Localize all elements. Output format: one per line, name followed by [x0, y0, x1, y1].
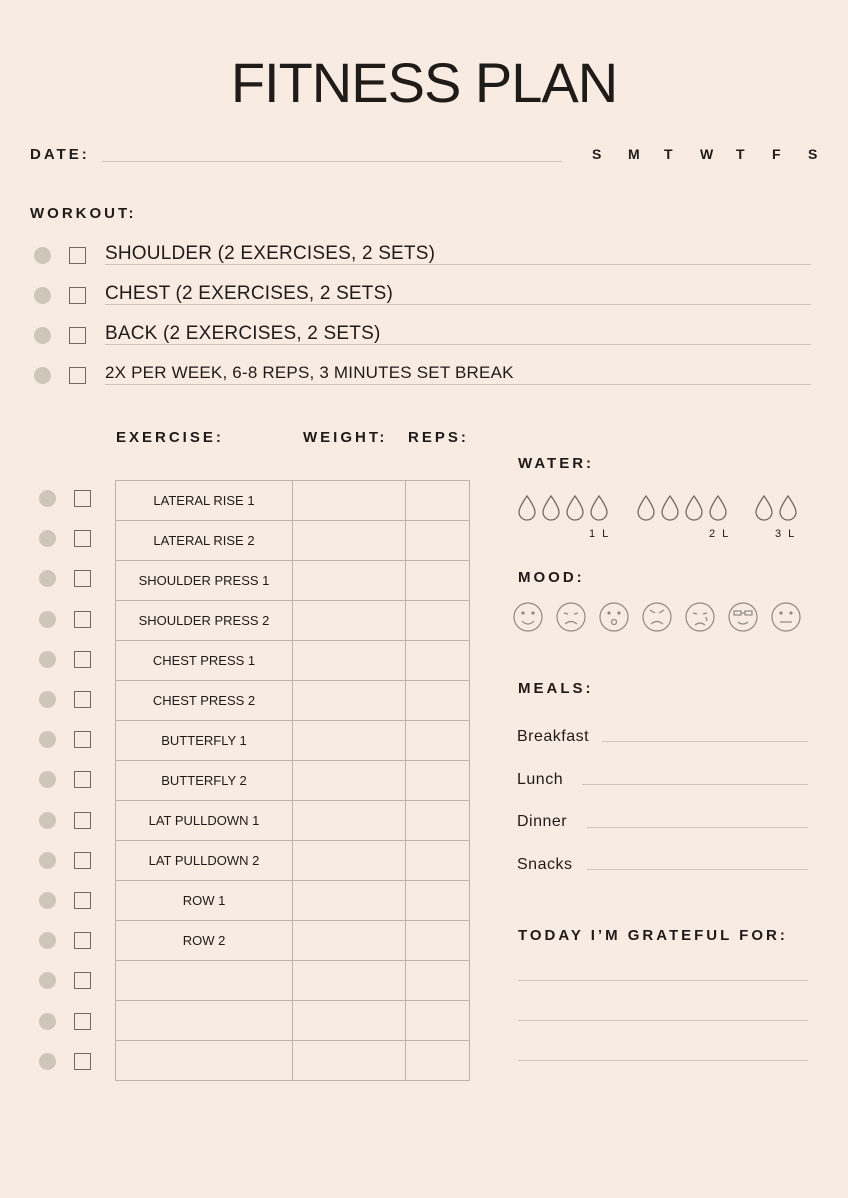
bullet-dot [34, 247, 51, 264]
meal-breakfast-label: Breakfast [517, 728, 590, 745]
water-drop-icon [591, 496, 607, 520]
water-drop-icon [543, 496, 559, 520]
table-row [116, 681, 470, 721]
exercise-name-cell: LATERAL RISE 2 [116, 521, 293, 561]
table-row [116, 761, 470, 801]
mood-label: MOOD: [518, 569, 585, 586]
reps-cell[interactable] [406, 721, 470, 761]
bullet-dot [39, 731, 56, 748]
exercise-header: EXERCISE: [116, 429, 224, 446]
reps-header: REPS: [408, 429, 469, 446]
meal-dinner-label: Dinner [517, 813, 568, 830]
reps-cell[interactable] [406, 1001, 470, 1041]
crying-face-icon [686, 603, 714, 631]
weight-cell[interactable] [293, 721, 406, 761]
weight-header: WEIGHT: [303, 429, 388, 446]
date-label: DATE: [30, 146, 90, 163]
bullet-dot [39, 691, 56, 708]
workout-item: SHOULDER (2 EXERCISES, 2 SETS) [105, 243, 436, 264]
meal-lunch-label: Lunch [517, 771, 564, 788]
exercise-checkbox[interactable] [74, 731, 91, 748]
bullet-dot [39, 651, 56, 668]
weight-cell[interactable] [293, 681, 406, 721]
water-tracker [518, 492, 818, 547]
exercise-checkbox[interactable] [74, 932, 91, 949]
workout-checkbox[interactable] [69, 287, 86, 304]
workout-item: 2X PER WEEK, 6-8 REPS, 3 MINUTES SET BREAK [105, 363, 514, 382]
exercise-name-cell: BUTTERFLY 1 [116, 721, 293, 761]
exercise-name-cell [116, 1001, 293, 1041]
table-row [116, 841, 470, 881]
day-friday[interactable]: F [772, 146, 781, 162]
table-row [116, 521, 470, 561]
reps-cell[interactable] [406, 521, 470, 561]
water-label: WATER: [518, 455, 595, 472]
exercise-checkbox[interactable] [74, 812, 91, 829]
bullet-dot [34, 367, 51, 384]
workout-checkbox[interactable] [69, 327, 86, 344]
exercise-table [115, 480, 470, 1081]
day-wednesday[interactable]: W [700, 146, 714, 162]
bullet-dot [39, 892, 56, 909]
reps-cell[interactable] [406, 881, 470, 921]
workout-line [105, 264, 811, 265]
exercise-name-cell: ROW 1 [116, 881, 293, 921]
table-row [116, 641, 470, 681]
table-row [116, 921, 470, 961]
exercise-name-cell: CHEST PRESS 1 [116, 641, 293, 681]
table-row [116, 481, 470, 521]
water-drop-icon [519, 496, 535, 520]
meal-snacks-label: Snacks [517, 856, 573, 873]
weight-cell[interactable] [293, 561, 406, 601]
bullet-dot [39, 771, 56, 788]
reps-cell[interactable] [406, 801, 470, 841]
reps-cell[interactable] [406, 641, 470, 681]
day-sunday[interactable]: S [592, 146, 602, 162]
page-title: FITNESS PLAN [230, 51, 618, 114]
workout-line [105, 304, 811, 305]
weight-cell[interactable] [293, 841, 406, 881]
day-selector [592, 146, 844, 162]
reps-cell[interactable] [406, 961, 470, 1001]
bullet-dot [39, 530, 56, 547]
table-row [116, 801, 470, 841]
grateful-line-3[interactable] [518, 1060, 808, 1061]
weight-cell[interactable] [293, 481, 406, 521]
day-monday[interactable]: M [628, 146, 640, 162]
reps-cell[interactable] [406, 481, 470, 521]
date-field[interactable] [102, 161, 562, 162]
weight-cell[interactable] [293, 961, 406, 1001]
table-row [116, 881, 470, 921]
meal-lunch-field[interactable] [582, 784, 808, 785]
smile-face-icon [514, 603, 542, 631]
water-drop-icon [710, 496, 726, 520]
water-drop-icon [638, 496, 654, 520]
water-drop-icon [686, 496, 702, 520]
grateful-line-1[interactable] [518, 980, 808, 981]
workout-item: CHEST (2 EXERCISES, 2 SETS) [105, 283, 394, 304]
grateful-line-2[interactable] [518, 1020, 808, 1021]
reps-cell[interactable] [406, 761, 470, 801]
weight-cell[interactable] [293, 1041, 406, 1081]
table-row [116, 961, 470, 1001]
reps-cell[interactable] [406, 921, 470, 961]
exercise-checkbox[interactable] [74, 972, 91, 989]
workout-label: WORKOUT: [30, 205, 137, 222]
water-marker-2l: 2 L [709, 528, 731, 540]
exercise-name-cell [116, 1041, 293, 1081]
weight-cell[interactable] [293, 601, 406, 641]
exercise-name-cell: LAT PULLDOWN 1 [116, 801, 293, 841]
meals-label: MEALS: [518, 680, 594, 697]
exercise-checkbox[interactable] [74, 490, 91, 507]
exercise-checkbox[interactable] [74, 651, 91, 668]
reps-cell[interactable] [406, 1041, 470, 1081]
mood-tracker [512, 600, 812, 641]
bullet-dot [39, 1053, 56, 1070]
angry-face-icon [643, 603, 671, 631]
workout-line [105, 344, 811, 345]
workout-line [105, 384, 811, 385]
bullet-dot [39, 611, 56, 628]
workout-item: BACK (2 EXERCISES, 2 SETS) [105, 323, 381, 344]
exercise-name-cell: LATERAL RISE 1 [116, 481, 293, 521]
water-drop-icon [567, 496, 583, 520]
bullet-dot [39, 490, 56, 507]
reps-cell[interactable] [406, 841, 470, 881]
reps-cell[interactable] [406, 561, 470, 601]
bullet-dot [39, 852, 56, 869]
exercise-name-cell: CHEST PRESS 2 [116, 681, 293, 721]
exercise-checkbox[interactable] [74, 570, 91, 587]
exercise-checkbox[interactable] [74, 852, 91, 869]
exercise-checkbox[interactable] [74, 1053, 91, 1070]
workout-checkbox[interactable] [69, 247, 86, 264]
reps-cell[interactable] [406, 681, 470, 721]
weight-cell[interactable] [293, 1001, 406, 1041]
surprised-face-icon [600, 603, 628, 631]
table-row [116, 1001, 470, 1041]
exercise-checkbox[interactable] [74, 892, 91, 909]
water-drop-icon [756, 496, 772, 520]
exercise-checkbox[interactable] [74, 1013, 91, 1030]
meal-dinner-field[interactable] [587, 827, 808, 828]
bullet-dot [39, 932, 56, 949]
water-drops [518, 492, 818, 542]
sad-face-icon [557, 603, 585, 631]
exercise-checkbox[interactable] [74, 530, 91, 547]
bullet-dot [39, 972, 56, 989]
grateful-label: TODAY I’M GRATEFUL FOR: [518, 927, 788, 944]
water-drop-icon [662, 496, 678, 520]
table-row [116, 561, 470, 601]
neutral-face-icon [772, 603, 800, 631]
weight-cell[interactable] [293, 921, 406, 961]
water-drop-icon [780, 496, 796, 520]
bullet-dot [34, 287, 51, 304]
weight-cell[interactable] [293, 801, 406, 841]
day-thursday[interactable]: T [736, 146, 745, 162]
weight-cell[interactable] [293, 521, 406, 561]
exercise-name-cell: SHOULDER PRESS 1 [116, 561, 293, 601]
exercise-name-cell: SHOULDER PRESS 2 [116, 601, 293, 641]
meal-breakfast-field[interactable] [602, 741, 808, 742]
bullet-dot [39, 812, 56, 829]
workout-checkbox[interactable] [69, 367, 86, 384]
bullet-dot [39, 1013, 56, 1030]
exercise-checkbox[interactable] [74, 611, 91, 628]
table-row [116, 721, 470, 761]
table-row [116, 1041, 470, 1081]
exercise-checkbox[interactable] [74, 691, 91, 708]
exercise-name-cell: BUTTERFLY 2 [116, 761, 293, 801]
weight-cell[interactable] [293, 881, 406, 921]
day-saturday[interactable]: S [808, 146, 818, 162]
nerd-face-icon [729, 603, 757, 631]
meal-snacks-field[interactable] [587, 869, 808, 870]
reps-cell[interactable] [406, 601, 470, 641]
water-marker-3l: 3 L [775, 528, 797, 540]
exercise-name-cell [116, 961, 293, 1001]
weight-cell[interactable] [293, 641, 406, 681]
table-row [116, 601, 470, 641]
exercise-name-cell: LAT PULLDOWN 2 [116, 841, 293, 881]
exercise-name-cell: ROW 2 [116, 921, 293, 961]
exercise-checkbox[interactable] [74, 771, 91, 788]
bullet-dot [34, 327, 51, 344]
water-marker-1l: 1 L [589, 528, 611, 540]
bullet-dot [39, 570, 56, 587]
day-tuesday[interactable]: T [664, 146, 673, 162]
weight-cell[interactable] [293, 761, 406, 801]
